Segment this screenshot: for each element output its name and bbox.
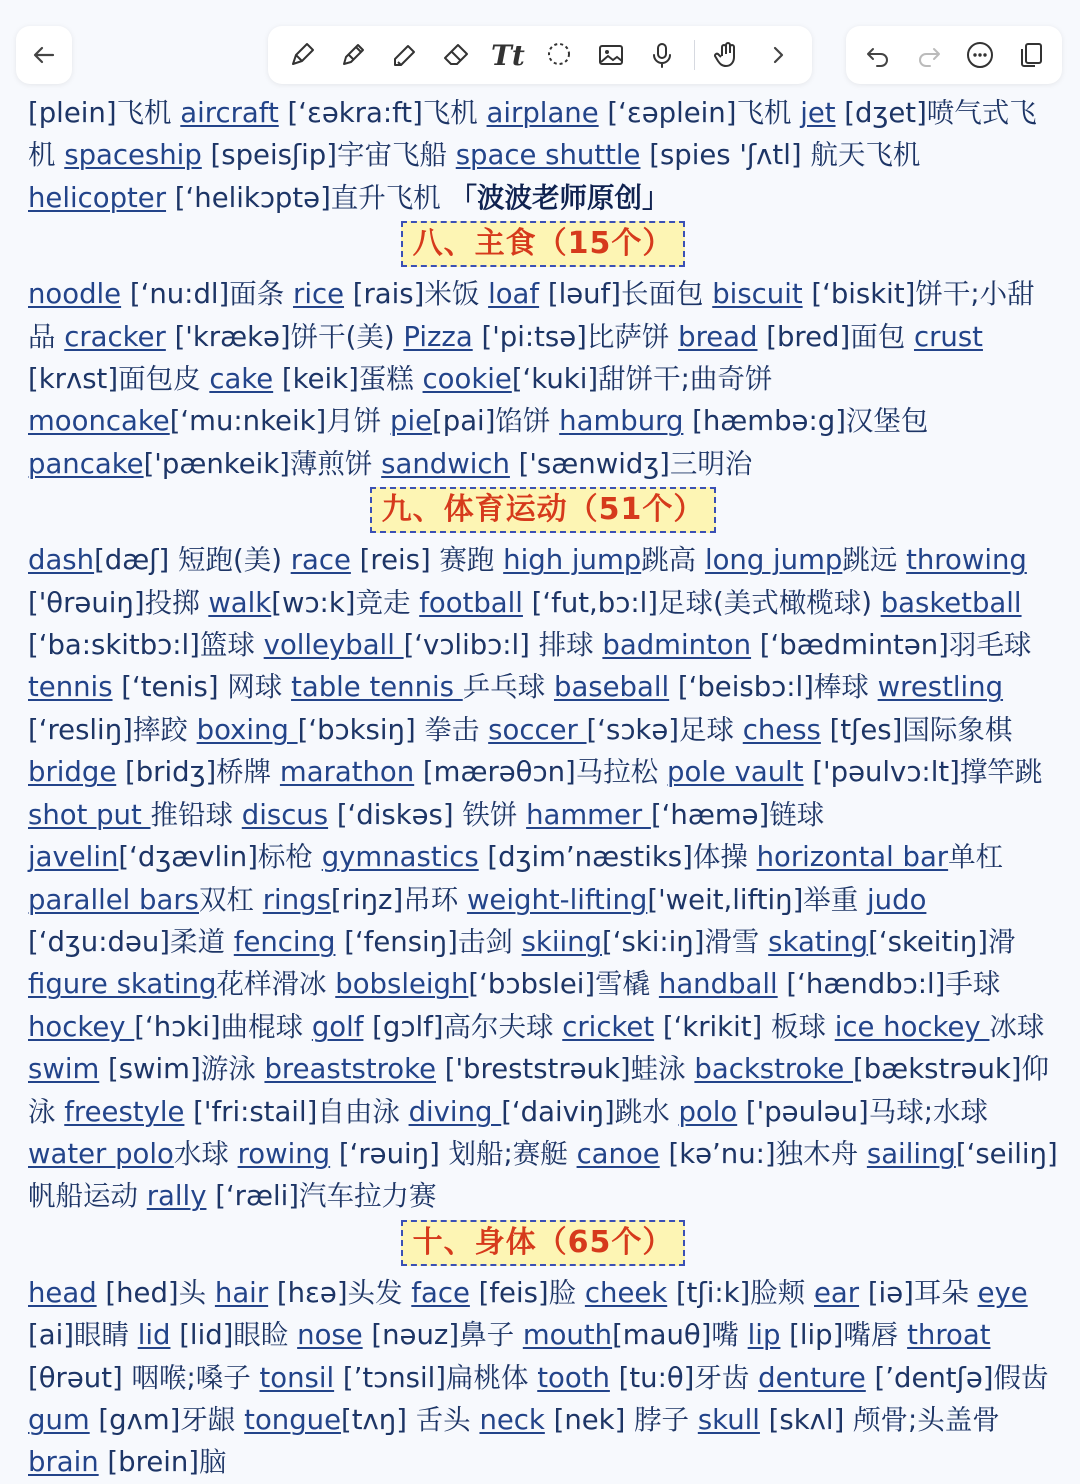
- phonetic-definition: [tu:θ]牙齿: [609, 1361, 759, 1394]
- vocab-word-link[interactable]: parallel bars: [28, 883, 199, 916]
- phonetic-definition: [riŋz]吊环: [330, 883, 467, 916]
- vocab-word-link[interactable]: ice hockey: [834, 1010, 990, 1043]
- phonetic-definition: ['pi:tsə]比萨饼: [472, 320, 679, 353]
- phonetic-definition: [θrəut] 咽喉;嗓子: [28, 1361, 260, 1394]
- vocab-word-link[interactable]: spaceship: [64, 139, 202, 172]
- phonetic-definition: [gɔlf]高尔夫球: [363, 1010, 563, 1043]
- phonetic-definition: 双杠: [199, 883, 263, 916]
- phonetic-definition: ['breststrəuk]蛙泳: [436, 1053, 695, 1086]
- phonetic-definition: [‘ɛəkra:ft]飞机: [278, 97, 487, 129]
- lasso-icon[interactable]: [539, 35, 579, 75]
- vocab-word-link[interactable]: wrestling: [877, 671, 1004, 704]
- vocab-word-link[interactable]: lid: [137, 1319, 171, 1352]
- vocab-word-link[interactable]: pole vault: [667, 756, 804, 789]
- vocab-word-link[interactable]: long jump: [704, 544, 843, 577]
- phonetic-definition: [hed]头: [96, 1276, 215, 1309]
- vocab-word-link[interactable]: hockey: [28, 1010, 135, 1043]
- phonetic-definition: [spies 'ʃʌtl] 航天飞机: [640, 139, 921, 172]
- phonetic-definition: ['θrəuiŋ]投掷: [28, 586, 209, 619]
- vocab-word-link[interactable]: dash: [28, 544, 95, 577]
- vocab-word-link[interactable]: loaf: [488, 278, 540, 311]
- phonetic-definition: [feis]脸: [469, 1276, 585, 1309]
- phonetic-definition: [wɔ:k]竞走: [271, 586, 420, 619]
- phonetic-definition: ['fri:stail]自由泳: [184, 1095, 409, 1128]
- vocab-word-link[interactable]: gymnastics: [321, 841, 479, 874]
- vocab-word-link[interactable]: canoe: [576, 1137, 660, 1170]
- phonetic-definition: [‘diskəs] 铁饼: [328, 798, 527, 831]
- phonetic-definition: [brein]脑: [98, 1446, 227, 1479]
- phonetic-definition: [bred]面包: [757, 320, 914, 353]
- image-icon[interactable]: [591, 35, 631, 75]
- vocab-word-link[interactable]: helicopter: [28, 181, 167, 214]
- phonetic-definition: [speisʃip]宇宙飞船: [201, 139, 456, 172]
- chevron-right-icon[interactable]: [758, 35, 798, 75]
- vocabulary-paragraph: [28, 92, 1058, 219]
- vocab-word-link[interactable]: cheek: [584, 1276, 668, 1309]
- vocab-word-link[interactable]: marathon: [279, 756, 415, 789]
- phonetic-definition: ['pænkeik]薄煎饼: [143, 447, 382, 480]
- phonetic-definition: [nəuz]鼻子: [362, 1319, 523, 1352]
- vocab-word-link[interactable]: tennis: [28, 671, 113, 704]
- vocab-word-link[interactable]: airplane: [486, 97, 599, 129]
- vocab-word-link[interactable]: neck: [479, 1403, 545, 1436]
- phonetic-definition: [‘daiviŋ]跳水: [501, 1095, 679, 1128]
- vocab-word-link[interactable]: pancake: [28, 447, 144, 480]
- phonetic-definition: 跳高: [641, 544, 705, 577]
- section-heading-wrapper: [28, 221, 1058, 273]
- phonetic-definition: [‘hændbɔ:l]手球: [777, 968, 1001, 1001]
- vocab-word-link[interactable]: rally: [146, 1180, 207, 1213]
- phonetic-definition: [rais]米饭: [344, 278, 489, 311]
- document-actions: [846, 26, 1062, 84]
- vocab-word-link[interactable]: shot put: [28, 798, 151, 831]
- vocab-word-link[interactable]: tonsil: [259, 1361, 335, 1394]
- vocab-word-link[interactable]: judo: [867, 883, 927, 916]
- vocab-word-link[interactable]: bread: [678, 320, 758, 353]
- eraser-icon[interactable]: [436, 35, 476, 75]
- vocabulary-paragraph: [28, 539, 1058, 1218]
- vocab-word-link[interactable]: cake: [209, 363, 274, 396]
- text-icon[interactable]: Tt: [491, 38, 525, 72]
- phonetic-definition: [‘sɔkə]足球: [586, 713, 743, 746]
- vocab-word-link[interactable]: space shuttle: [455, 139, 641, 172]
- vocab-word-link[interactable]: walk: [208, 586, 272, 619]
- phonetic-definition: [nek] 脖子: [544, 1403, 698, 1436]
- phonetic-definition: [‘krikit] 板球: [654, 1010, 835, 1043]
- phonetic-definition: ['pəulvɔ:lt]撑竿跳: [803, 756, 1043, 789]
- phonetic-definition: ['weit,liftiŋ]举重: [647, 883, 868, 916]
- vocab-word-link[interactable]: soccer: [488, 713, 587, 746]
- phonetic-definition: [‘ba:skitbɔ:l]篮球: [28, 629, 264, 662]
- vocab-word-link[interactable]: biscuit: [712, 278, 803, 311]
- vocab-word-link[interactable]: football: [419, 586, 523, 619]
- vocab-word-link[interactable]: sailing: [866, 1137, 956, 1170]
- vocab-word-link[interactable]: face: [411, 1276, 470, 1309]
- highlighter-icon[interactable]: [385, 35, 425, 75]
- phonetic-definition: [swim]游泳: [99, 1053, 265, 1086]
- phonetic-definition: [‘skeitiŋ]滑: [868, 925, 1016, 958]
- vocab-word-link[interactable]: chess: [742, 713, 821, 746]
- vocab-word-link[interactable]: hair: [214, 1276, 269, 1309]
- phonetic-definition: [‘resliŋ]摔跤: [28, 713, 197, 746]
- vocab-word-link[interactable]: volleyball: [263, 629, 404, 662]
- vocab-word-link[interactable]: sandwich: [381, 447, 510, 480]
- phonetic-definition: [mauθ]嘴: [612, 1319, 748, 1352]
- note-page: [28, 92, 1058, 1484]
- vocab-word-link[interactable]: denture: [758, 1361, 866, 1394]
- vocab-word-link[interactable]: rowing: [237, 1137, 331, 1170]
- vocab-word-link[interactable]: aircraft: [180, 97, 279, 129]
- vocab-word-link[interactable]: high jump: [503, 544, 642, 577]
- phonetic-definition: 推铅球: [150, 798, 242, 831]
- phonetic-definition: [dʒim’næstiks]体操: [478, 841, 757, 874]
- marker-icon[interactable]: [333, 35, 373, 75]
- vocabulary-paragraph: [28, 273, 1058, 485]
- phonetic-definition: [hɛə]头发: [268, 1276, 412, 1309]
- back-button[interactable]: [16, 26, 72, 84]
- phonetic-definition: 冰球: [989, 1010, 1045, 1043]
- vocab-word-link[interactable]: handball: [658, 968, 778, 1001]
- phonetic-definition: [‘bædmintən]羽毛球: [751, 629, 1032, 662]
- phonetic-definition: [‘seiliŋ]帆船运动: [28, 1137, 1058, 1213]
- vocab-word-link[interactable]: pie: [390, 405, 433, 438]
- phonetic-definition: [skʌl] 颅骨;头盖骨: [759, 1403, 1000, 1436]
- phonetic-definition: [tʃes]国际象棋: [820, 713, 1013, 746]
- phonetic-definition: [bridʒ]桥牌: [116, 756, 280, 789]
- vocab-word-link[interactable]: hammer: [526, 798, 651, 831]
- phonetic-definition: [bækstrəuk]仰泳: [28, 1053, 1050, 1128]
- phonetic-definition: [reis] 赛跑: [350, 544, 504, 577]
- vocab-word-link[interactable]: bobsleigh: [335, 968, 469, 1001]
- vocab-word-link[interactable]: cookie: [422, 363, 512, 396]
- vocab-word-link[interactable]: golf: [311, 1010, 364, 1043]
- phonetic-definition: [‘rəuiŋ] 划船;赛艇: [330, 1137, 577, 1170]
- vocab-word-link[interactable]: boxing: [196, 713, 298, 746]
- phonetic-definition: 水球: [173, 1137, 238, 1170]
- vocab-word-link[interactable]: water polo: [28, 1137, 174, 1170]
- vocab-word-link[interactable]: weight-lifting: [466, 883, 648, 916]
- phonetic-definition: [krʌst]面包皮: [28, 363, 210, 396]
- vocab-word-link[interactable]: nose: [297, 1319, 363, 1352]
- phonetic-definition: [keik]蛋糕: [273, 363, 423, 396]
- vocab-word-link[interactable]: brain: [28, 1446, 99, 1479]
- vocab-word-link[interactable]: figure skating: [28, 968, 217, 1001]
- section-heading: 九、体育运动（51个）: [370, 487, 717, 533]
- vocab-word-link[interactable]: cricket: [562, 1010, 655, 1043]
- phonetic-definition: [‘beisbɔ:l]棒球: [669, 671, 878, 704]
- vocab-word-link[interactable]: gum: [28, 1403, 90, 1436]
- phonetic-definition: ['pəuləu]马球;水球: [737, 1095, 989, 1128]
- vocab-word-link[interactable]: Pizza: [403, 320, 473, 353]
- phonetic-definition: [plein]飞机: [28, 97, 181, 129]
- phonetic-definition: [iə]耳朵: [859, 1276, 978, 1309]
- more-icon[interactable]: [960, 35, 1000, 75]
- phonetic-definition: [’tɔnsil]扁桃体: [334, 1361, 538, 1394]
- phonetic-definition: [‘fensiŋ]击剑: [335, 925, 522, 958]
- phonetic-definition: ['sænwidʒ]三明治: [509, 447, 753, 480]
- phonetic-definition: [dæʃ] 短跑(美): [94, 544, 291, 577]
- phonetic-definition: [lid]眼睑: [170, 1319, 298, 1352]
- vocab-word-link[interactable]: javelin: [28, 841, 119, 874]
- vocab-word-link[interactable]: baseball: [553, 671, 670, 704]
- vocab-word-link[interactable]: skating: [768, 925, 869, 958]
- vocab-word-link[interactable]: polo: [678, 1095, 738, 1128]
- phonetic-definition: [‘helikɔptə]直升飞机: [166, 181, 450, 214]
- vocabulary-paragraph: [28, 1272, 1058, 1484]
- phonetic-definition: [’dentʃə]假齿: [865, 1361, 1049, 1394]
- section-heading: 八、主食（15个）: [401, 221, 686, 267]
- phonetic-definition: 跳远: [842, 544, 907, 577]
- section-heading: 十、身体（65个）: [401, 1220, 686, 1266]
- pages-icon[interactable]: [1011, 35, 1051, 75]
- phonetic-definition: [‘ræli]汽车拉力赛: [206, 1180, 437, 1213]
- phonetic-definition: [‘vɔlibɔ:l] 排球: [403, 629, 603, 662]
- phonetic-definition: [‘bɔbslei]雪橇: [468, 968, 659, 1001]
- toolbar-divider: [694, 40, 695, 70]
- toolbar: [0, 0, 1080, 92]
- phonetic-definition: 单杠: [948, 841, 1004, 874]
- vocab-word-link[interactable]: head: [28, 1276, 97, 1309]
- phonetic-definition: [‘fut,bɔ:l]足球(美式橄榄球): [522, 586, 881, 619]
- vocab-word-link[interactable]: tongue: [244, 1403, 341, 1436]
- pen-icon[interactable]: [282, 35, 322, 75]
- vocab-word-link[interactable]: lip: [747, 1319, 781, 1352]
- vocab-word-link[interactable]: rings: [262, 883, 331, 916]
- phonetic-definition: [‘mu:nkeik]月饼: [169, 405, 390, 438]
- phonetic-definition: [tʃi:k]脸颊: [667, 1276, 814, 1309]
- phonetic-definition: [mærəθɔn]马拉松: [414, 756, 668, 789]
- hand-icon[interactable]: [707, 35, 747, 75]
- phonetic-definition: [kə’nu:]独木舟: [659, 1137, 867, 1170]
- phonetic-definition: [dʒet]喷气式飞机: [28, 97, 1037, 172]
- vocab-word-link[interactable]: ear: [814, 1276, 860, 1309]
- vocab-word-link[interactable]: rice: [293, 278, 345, 311]
- vocab-word-link[interactable]: diving: [408, 1095, 502, 1128]
- vocab-word-link[interactable]: hamburg: [559, 405, 684, 438]
- phonetic-definition: [‘ɛəplein]飞机: [598, 97, 801, 129]
- vocab-word-link[interactable]: mooncake: [28, 405, 170, 438]
- vocab-word-link[interactable]: eye: [977, 1276, 1028, 1309]
- phonetic-definition: [‘dʒævlin]标枪: [118, 841, 322, 874]
- drawing-tools: [268, 26, 812, 84]
- vocab-word-link[interactable]: table tennis: [291, 671, 463, 704]
- vocab-word-link[interactable]: breaststroke: [264, 1053, 436, 1086]
- phonetic-definition: [‘hæmə]链球: [650, 798, 825, 831]
- phonetic-definition: ['krækə]饼干(美): [165, 320, 404, 353]
- vocab-word-link[interactable]: cracker: [64, 320, 166, 353]
- vocab-word-link[interactable]: tooth: [537, 1361, 610, 1394]
- vocab-word-link[interactable]: throat: [907, 1319, 991, 1352]
- phonetic-definition: 乒乓球: [462, 671, 554, 704]
- section-heading-wrapper: [28, 487, 1058, 539]
- phonetic-definition: [gʌm]牙龈: [89, 1403, 245, 1436]
- phonetic-definition: [‘tenis] 网球: [112, 671, 292, 704]
- phonetic-definition: [‘biskit]饼干;小甜品: [28, 278, 1035, 353]
- phonetic-definition: [‘ski:iŋ]滑雪: [602, 925, 769, 958]
- vocab-word-link[interactable]: skull: [697, 1403, 760, 1436]
- undo-icon[interactable]: [858, 35, 898, 75]
- author-signature: 「波波老师原创」: [449, 181, 670, 214]
- phonetic-definition: [tʌŋ] 舌头: [341, 1403, 480, 1436]
- section-heading-wrapper: [28, 1220, 1058, 1272]
- phonetic-definition: [‘hɔki]曲棍球: [134, 1010, 312, 1043]
- vocab-word-link[interactable]: discus: [241, 798, 329, 831]
- phonetic-definition: [pai]馅饼: [432, 405, 560, 438]
- phonetic-definition: [‘bɔksiŋ] 拳击: [297, 713, 489, 746]
- redo-icon[interactable]: [909, 35, 949, 75]
- vocab-word-link[interactable]: skiing: [521, 925, 602, 958]
- vocab-word-link[interactable]: noodle: [28, 278, 122, 311]
- phonetic-definition: [lip]嘴唇: [780, 1319, 908, 1352]
- phonetic-definition: [‘kuki]甜饼干;曲奇饼: [511, 363, 773, 396]
- vocab-word-link[interactable]: bridge: [28, 756, 117, 789]
- vocab-word-link[interactable]: badminton: [602, 629, 752, 662]
- vocab-word-link[interactable]: horizontal bar: [756, 841, 949, 874]
- vocab-word-link[interactable]: throwing: [906, 544, 1027, 577]
- back-arrow-icon[interactable]: [24, 35, 64, 75]
- vocab-word-link[interactable]: freestyle: [64, 1095, 185, 1128]
- vocab-word-link[interactable]: backstroke: [694, 1053, 853, 1086]
- phonetic-definition: [hæmbə:g]汉堡包: [683, 405, 929, 438]
- phonetic-definition: [‘dʒu:dəu]柔道: [28, 925, 234, 958]
- vocab-word-link[interactable]: mouth: [522, 1319, 613, 1352]
- phonetic-definition: [ləuf]长面包: [539, 278, 713, 311]
- vocab-word-link[interactable]: fencing: [233, 925, 336, 958]
- vocab-word-link[interactable]: swim: [28, 1053, 100, 1086]
- phonetic-definition: 花样滑冰: [216, 968, 336, 1001]
- phonetic-definition: [‘nu:dl]面条: [121, 278, 294, 311]
- vocab-word-link[interactable]: crust: [913, 320, 983, 353]
- microphone-icon[interactable]: [642, 35, 682, 75]
- vocab-word-link[interactable]: race: [290, 544, 351, 577]
- vocab-word-link[interactable]: basketball: [880, 586, 1022, 619]
- phonetic-definition: [ai]眼睛: [28, 1319, 138, 1352]
- vocab-word-link[interactable]: jet: [800, 97, 836, 129]
